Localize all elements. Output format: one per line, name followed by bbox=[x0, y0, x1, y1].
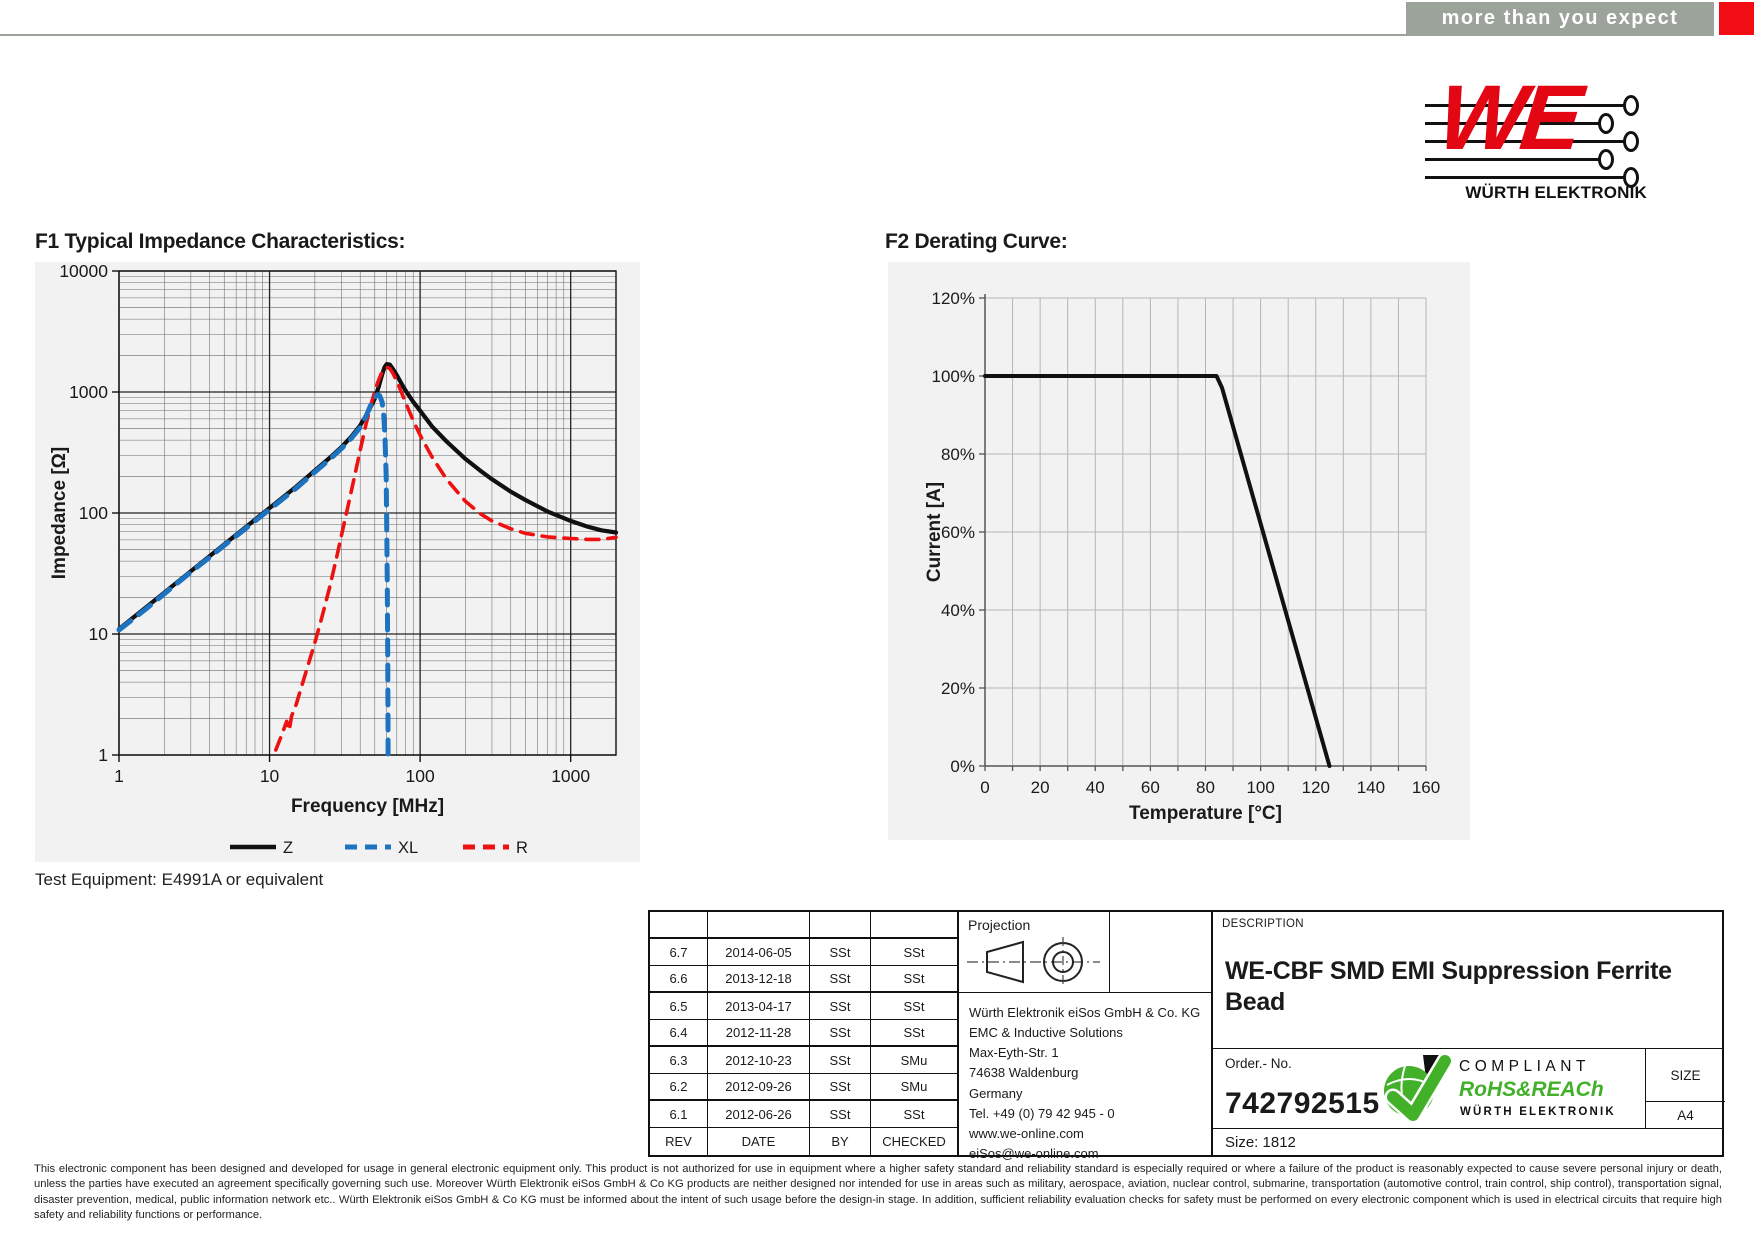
svg-text:120: 120 bbox=[1301, 778, 1330, 797]
we-logo-letters: WE bbox=[1433, 67, 1583, 169]
header-rule bbox=[0, 34, 1714, 36]
svg-text:Frequency [MHz]: Frequency [MHz] bbox=[290, 796, 445, 817]
svg-text:100%: 100% bbox=[931, 367, 975, 386]
svg-text:Temperature [°C]: Temperature [°C] bbox=[1129, 803, 1282, 824]
revision-footer-cell: REV bbox=[650, 1128, 708, 1155]
logo-node-icon bbox=[1598, 113, 1614, 134]
projection-label: Projection bbox=[968, 917, 1031, 933]
logo-line-icon bbox=[1425, 176, 1631, 179]
company-address-line: www.we-online.com bbox=[969, 1125, 1084, 1141]
svg-text:20%: 20% bbox=[940, 679, 975, 698]
revision-footer-cell: DATE bbox=[708, 1128, 810, 1155]
revision-cell: SSt bbox=[810, 1020, 871, 1047]
revision-cell: SSt bbox=[810, 1047, 871, 1074]
revision-cell: 6.7 bbox=[650, 939, 708, 966]
svg-text:60: 60 bbox=[1140, 778, 1160, 797]
company-address-line: Germany bbox=[969, 1085, 1023, 1101]
paper-size: A4 bbox=[1677, 1108, 1694, 1123]
svg-text:100: 100 bbox=[78, 503, 108, 523]
f1-impedance-plot bbox=[35, 262, 640, 862]
svg-text:10: 10 bbox=[88, 624, 108, 644]
description-label: DESCRIPTION bbox=[1222, 918, 1304, 930]
title-block bbox=[648, 910, 1724, 1161]
first-angle-projection-icon bbox=[959, 933, 1108, 991]
svg-text:100: 100 bbox=[1246, 778, 1275, 797]
part-size-row bbox=[1213, 1129, 1724, 1155]
revision-cell bbox=[810, 912, 871, 939]
revision-cell: 2013-12-18 bbox=[708, 966, 810, 993]
svg-text:1000: 1000 bbox=[551, 766, 591, 786]
svg-text:1: 1 bbox=[98, 745, 108, 765]
revision-cell: 2012-09-26 bbox=[708, 1074, 810, 1101]
svg-text:1: 1 bbox=[114, 766, 124, 786]
revision-cell: 2012-11-28 bbox=[708, 1020, 810, 1047]
revision-cell: 2013-04-17 bbox=[708, 993, 810, 1020]
f2-chart bbox=[888, 262, 1470, 840]
svg-text:100: 100 bbox=[405, 766, 435, 786]
company-address bbox=[959, 993, 1211, 1161]
svg-text:0: 0 bbox=[980, 778, 990, 797]
revision-cell: 6.2 bbox=[650, 1074, 708, 1101]
svg-text:1000: 1000 bbox=[69, 382, 108, 402]
brand-red-square bbox=[1719, 2, 1754, 35]
part-size-value: Size: 1812 bbox=[1225, 1133, 1296, 1151]
rohs-compliant-text: COMPLIANT bbox=[1459, 1058, 1590, 1075]
svg-text:120%: 120% bbox=[931, 289, 975, 308]
size-label: SIZE bbox=[1646, 1049, 1725, 1102]
svg-text:80%: 80% bbox=[940, 445, 975, 464]
svg-text:0%: 0% bbox=[950, 757, 975, 776]
revision-table bbox=[650, 912, 959, 1155]
logo-company-name: WÜRTH ELEKTRONIK bbox=[1465, 183, 1647, 202]
logo-node-icon bbox=[1598, 149, 1614, 170]
svg-text:40%: 40% bbox=[940, 601, 975, 620]
revision-cell: SSt bbox=[810, 966, 871, 993]
revision-cell: 2012-06-26 bbox=[708, 1101, 810, 1128]
empty-cell bbox=[1110, 912, 1211, 993]
revision-cell: SSt bbox=[871, 939, 957, 966]
revision-cell bbox=[708, 912, 810, 939]
rohs-brand-text: WÜRTH ELEKTRONIK bbox=[1460, 1106, 1616, 1118]
svg-text:160: 160 bbox=[1411, 778, 1441, 797]
revision-cell: SSt bbox=[871, 993, 957, 1020]
company-address-line: eiSos@we-online.com bbox=[969, 1145, 1099, 1161]
order-no-label: Order.- No. bbox=[1225, 1056, 1292, 1071]
company-address-line: EMC & Inductive Solutions bbox=[969, 1025, 1123, 1041]
revision-cell: SMu bbox=[871, 1074, 957, 1101]
f2-derating-plot bbox=[888, 262, 1470, 840]
revision-cell: SSt bbox=[810, 1074, 871, 1101]
revision-cell bbox=[871, 912, 957, 939]
svg-text:140: 140 bbox=[1356, 778, 1386, 797]
order-row bbox=[1213, 1049, 1724, 1129]
revision-cell: 6.6 bbox=[650, 966, 708, 993]
rohs-compliant-logo bbox=[1379, 1053, 1643, 1125]
svg-text:20: 20 bbox=[1030, 778, 1050, 797]
description-block bbox=[1211, 912, 1722, 1155]
f2-title: F2 Derating Curve: bbox=[885, 230, 1068, 253]
svg-text:10: 10 bbox=[259, 766, 280, 786]
svg-text:XL: XL bbox=[398, 839, 419, 857]
f1-title: F1 Typical Impedance Characteristics: bbox=[35, 230, 406, 253]
company-address-line: Würth Elektronik eiSos GmbH & Co. KG bbox=[969, 1005, 1201, 1020]
svg-text:Z: Z bbox=[283, 839, 294, 857]
revision-cell bbox=[650, 912, 708, 939]
svg-text:40: 40 bbox=[1085, 778, 1105, 797]
svg-text:60%: 60% bbox=[940, 523, 975, 542]
revision-cell: SSt bbox=[871, 1101, 957, 1128]
revision-cell: SSt bbox=[871, 966, 957, 993]
revision-cell: SSt bbox=[871, 1020, 957, 1047]
top-banner bbox=[1406, 2, 1714, 35]
revision-cell: 6.4 bbox=[650, 1020, 708, 1047]
logo-node-icon bbox=[1623, 131, 1639, 152]
revision-cell: SMu bbox=[871, 1047, 957, 1074]
part-description: WE-CBF SMD EMI Suppression Ferrite Bead bbox=[1225, 957, 1672, 1017]
revision-cell: SSt bbox=[810, 1101, 871, 1128]
revision-cell: SSt bbox=[810, 939, 871, 966]
revision-cell: 6.5 bbox=[650, 993, 708, 1020]
revision-cell: 6.3 bbox=[650, 1047, 708, 1074]
revision-cell: SSt bbox=[810, 993, 871, 1020]
size-column bbox=[1645, 1049, 1724, 1129]
company-address-line: 74638 Waldenburg bbox=[969, 1065, 1079, 1081]
company-address-line: Tel. +49 (0) 79 42 945 - 0 bbox=[969, 1105, 1115, 1121]
revision-footer-cell: CHECKED bbox=[882, 1134, 946, 1149]
svg-text:R: R bbox=[516, 839, 528, 857]
description-row bbox=[1213, 912, 1724, 1049]
company-address-line: Max-Eyth-Str. 1 bbox=[969, 1045, 1059, 1061]
revision-footer-cell: BY bbox=[810, 1128, 871, 1155]
f1-test-equipment-note: Test Equipment: E4991A or equivalent bbox=[35, 870, 324, 889]
rohs-name-text: RoHS&REACh bbox=[1459, 1078, 1604, 1101]
order-no-value: 742792515 bbox=[1225, 1087, 1380, 1120]
disclaimer-text: This electronic component has been designed and developed for usage in general electronic equipment only. This product is not authorized for use in equipment where a higher safety standard and reliability standard is especially required or where a failure of the product is reasonably expected to cause severe personal injury or death, unless the parties have executed an agreement specifically governing such use. Moreover Würth Elektronik eiSos GmbH & Co KG products are neither designed nor intended for use in areas such as military, aerospace, aviation, nuclear control, submarine, transportation (automotive control, train control, ship control), transportation signal, disaster prevention, medical, public information network etc.. Würth Elektronik eiSos GmbH & Co KG must be informed about the intent of such usage before the design-in stage. In addition, sufficient reliability evaluation checks for safety must be performed on every electronic component which is used in electrical circuits that require high safety and reliability functions or performance. bbox=[34, 1163, 1722, 1222]
svg-text:Impedance [Ω]: Impedance [Ω] bbox=[49, 446, 70, 580]
svg-text:Current [A]: Current [A] bbox=[924, 481, 945, 583]
wuerth-elektronik-logo bbox=[1425, 67, 1647, 202]
svg-text:80: 80 bbox=[1196, 778, 1215, 797]
revision-cell: 2014-06-05 bbox=[708, 939, 810, 966]
banner-tagline: more than you expect bbox=[1441, 7, 1679, 29]
logo-node-icon bbox=[1623, 95, 1639, 116]
svg-text:10000: 10000 bbox=[59, 262, 108, 281]
f1-chart bbox=[35, 262, 640, 862]
projection-cell bbox=[959, 912, 1110, 993]
revision-cell: 6.1 bbox=[650, 1101, 708, 1128]
revision-cell: 2012-10-23 bbox=[708, 1047, 810, 1074]
